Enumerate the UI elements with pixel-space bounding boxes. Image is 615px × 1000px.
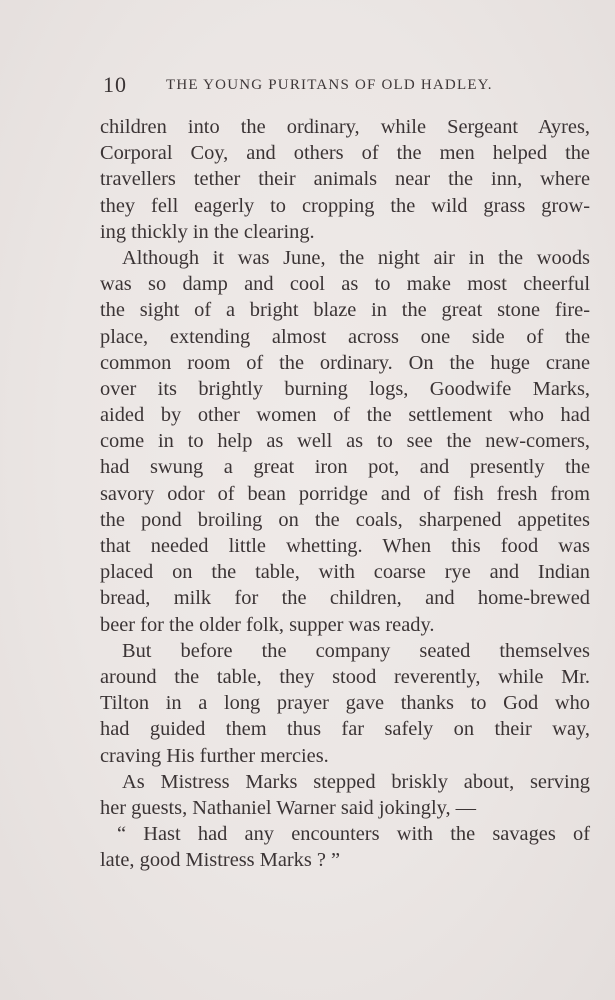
text-line: Corporal Coy, and others of the men helped the <box>100 142 590 165</box>
text-line: craving His further mercies. <box>100 744 329 767</box>
text-line: had swung a great iron pot, and presently the <box>100 456 590 479</box>
text-line: travellers tether their animals near the inn, where <box>100 168 590 191</box>
text-line: common room of the ordinary. On the huge crane <box>100 351 590 374</box>
page-number: 10 <box>103 72 127 97</box>
text-line: they fell eagerly to cropping the wild grass grow- <box>100 194 590 217</box>
text-line: ing thickly in the clearing. <box>100 220 315 243</box>
text-line: that needed little whetting. When this food was <box>100 535 590 557</box>
text-line: savory odor of bean porridge and of fish fresh from <box>100 482 590 505</box>
text-line: place, extending almost across one side of the <box>100 325 590 348</box>
text-line: As Mistress Marks stepped briskly about, serving <box>122 770 590 793</box>
text-line: placed on the table, with coarse rye and Indian <box>100 561 590 584</box>
text-line: beer for the older folk, supper was ready. <box>100 613 435 636</box>
text-line: late, good Mistress Marks ? ” <box>100 849 341 872</box>
text-line: aided by other women of the settlement who had <box>100 404 590 427</box>
text-line: children into the ordinary, while Sergeant Ayres, <box>100 116 590 138</box>
text-line: But before the company seated themselves <box>122 639 590 662</box>
text-line: the pond broiling on the coals, sharpened appetites <box>100 508 590 531</box>
text-line: come in to help as well as to see the new-comers, <box>100 430 590 453</box>
text-line: the sight of a bright blaze in the great stone fire- <box>100 299 590 322</box>
text-line: Tilton in a long prayer gave thanks to God who <box>100 692 590 715</box>
text-line: over its brightly burning logs, Goodwife Marks, <box>100 377 590 400</box>
text-line: around the table, they stood reverently, while Mr. <box>100 665 590 688</box>
text-line: had guided them thus far safely on their way, <box>100 718 590 741</box>
text-line: her guests, Nathaniel Warner said jokingly, — <box>100 796 477 819</box>
text-line: was so damp and cool as to make most cheerful <box>100 273 590 296</box>
text-line: “ Hast had any encounters with the savages of <box>117 823 590 846</box>
running-title: THE YOUNG PURITANS OF OLD HADLEY. <box>166 77 493 93</box>
text-line: Although it was June, the night air in the woods <box>122 246 590 269</box>
running-head <box>103 72 588 102</box>
text-line: bread, milk for the children, and home-brewed <box>100 587 590 610</box>
body-text <box>100 114 590 873</box>
